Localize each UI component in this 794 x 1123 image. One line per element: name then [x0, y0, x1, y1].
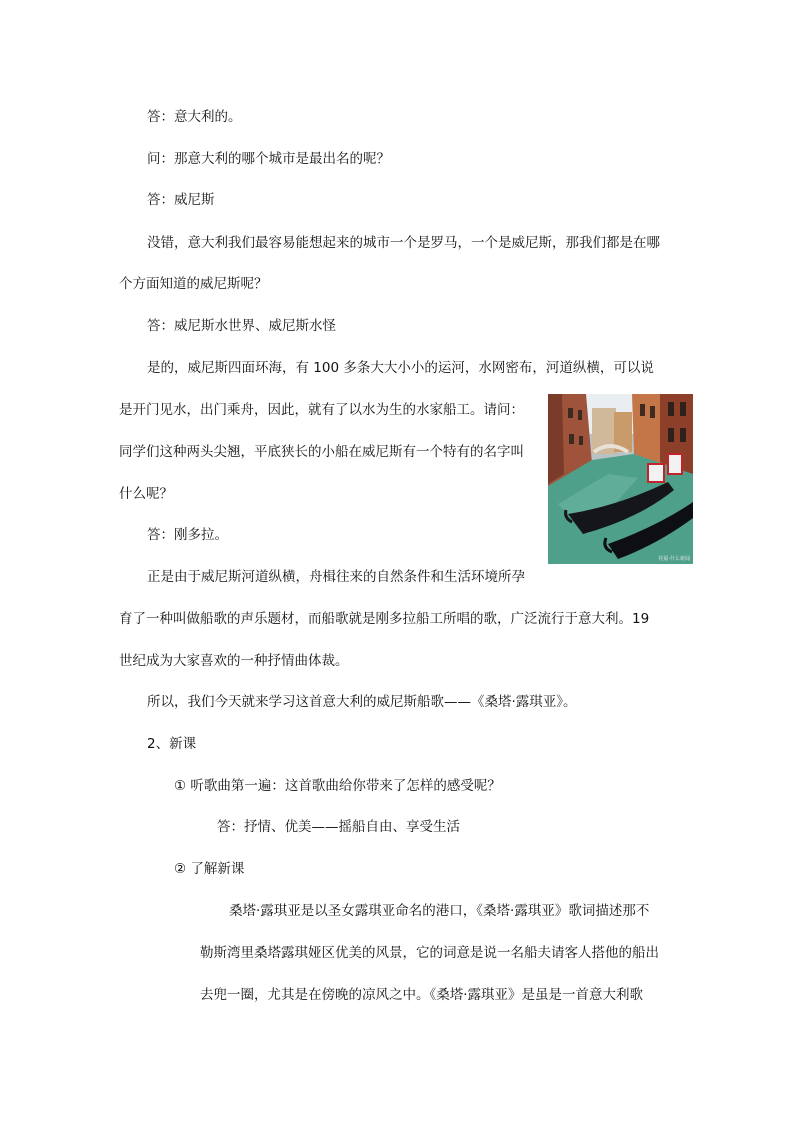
text-line: 育了一种叫做船歌的声乐题材，而船歌就是刚多拉船工所唱的歌，广泛流行于意大利。19 — [119, 611, 650, 627]
text-line: 勒斯湾里桑塔露琪娅区优美的风景，它的词意是说一名船夫请客人搭他的船出 — [200, 945, 659, 961]
text-line: 所以，我们今天就来学习这首意大利的威尼斯船歌——《桑塔·露琪亚》。 — [147, 694, 577, 710]
watermark: 托福·什么新闻 — [658, 556, 690, 562]
text-line: 是的，威尼斯四面环海，有 100 多条大大小小的运河，水网密布，河道纵横，可以说 — [147, 360, 654, 376]
text-line: ② 了解新课 — [174, 861, 245, 877]
venice-canal-illustration — [548, 394, 693, 564]
text-line: 什么呢？ — [119, 486, 173, 502]
text-line: 答：威尼斯水世界、威尼斯水怪 — [147, 318, 336, 334]
venice-canal-photo — [548, 394, 693, 564]
text-line: 个方面知道的威尼斯呢？ — [119, 276, 268, 292]
text-line: 去兜一圈，尤其是在傍晚的凉风之中。《桑塔·露琪亚》是虽是一首意大利歌 — [200, 987, 644, 1003]
text-line: 答：意大利的。 — [147, 109, 242, 125]
text-line: 答：威尼斯 — [147, 192, 215, 208]
text-line: 世纪成为大家喜欢的一种抒情曲体裁。 — [119, 653, 349, 669]
text-line: 桑塔·露琪亚是以圣女露琪亚命名的港口，《桑塔·露琪亚》歌词描述那不 — [229, 903, 650, 919]
section-heading: 2、新课 — [147, 736, 197, 752]
text-line: 同学们这种两头尖翘，平底狭长的小船在威尼斯有一个特有的名字叫 — [119, 444, 524, 460]
text-line: 答：抒情、优美——摇船自由、享受生活 — [217, 819, 460, 835]
text-line: ① 听歌曲第一遍：这首歌曲给你带来了怎样的感受呢？ — [174, 778, 501, 794]
text-line: 正是由于威尼斯河道纵横，舟楫往来的自然条件和生活环境所孕 — [147, 569, 525, 585]
text-line: 问：那意大利的哪个城市是最出名的呢？ — [147, 151, 390, 167]
text-line: 是开门见水，出门乘舟，因此，就有了以水为生的水家船工。请问： — [119, 402, 524, 418]
text-line: 答：刚多拉。 — [147, 527, 228, 543]
text-line: 没错，意大利我们最容易能想起来的城市一个是罗马，一个是威尼斯，那我们都是在哪 — [147, 235, 660, 251]
